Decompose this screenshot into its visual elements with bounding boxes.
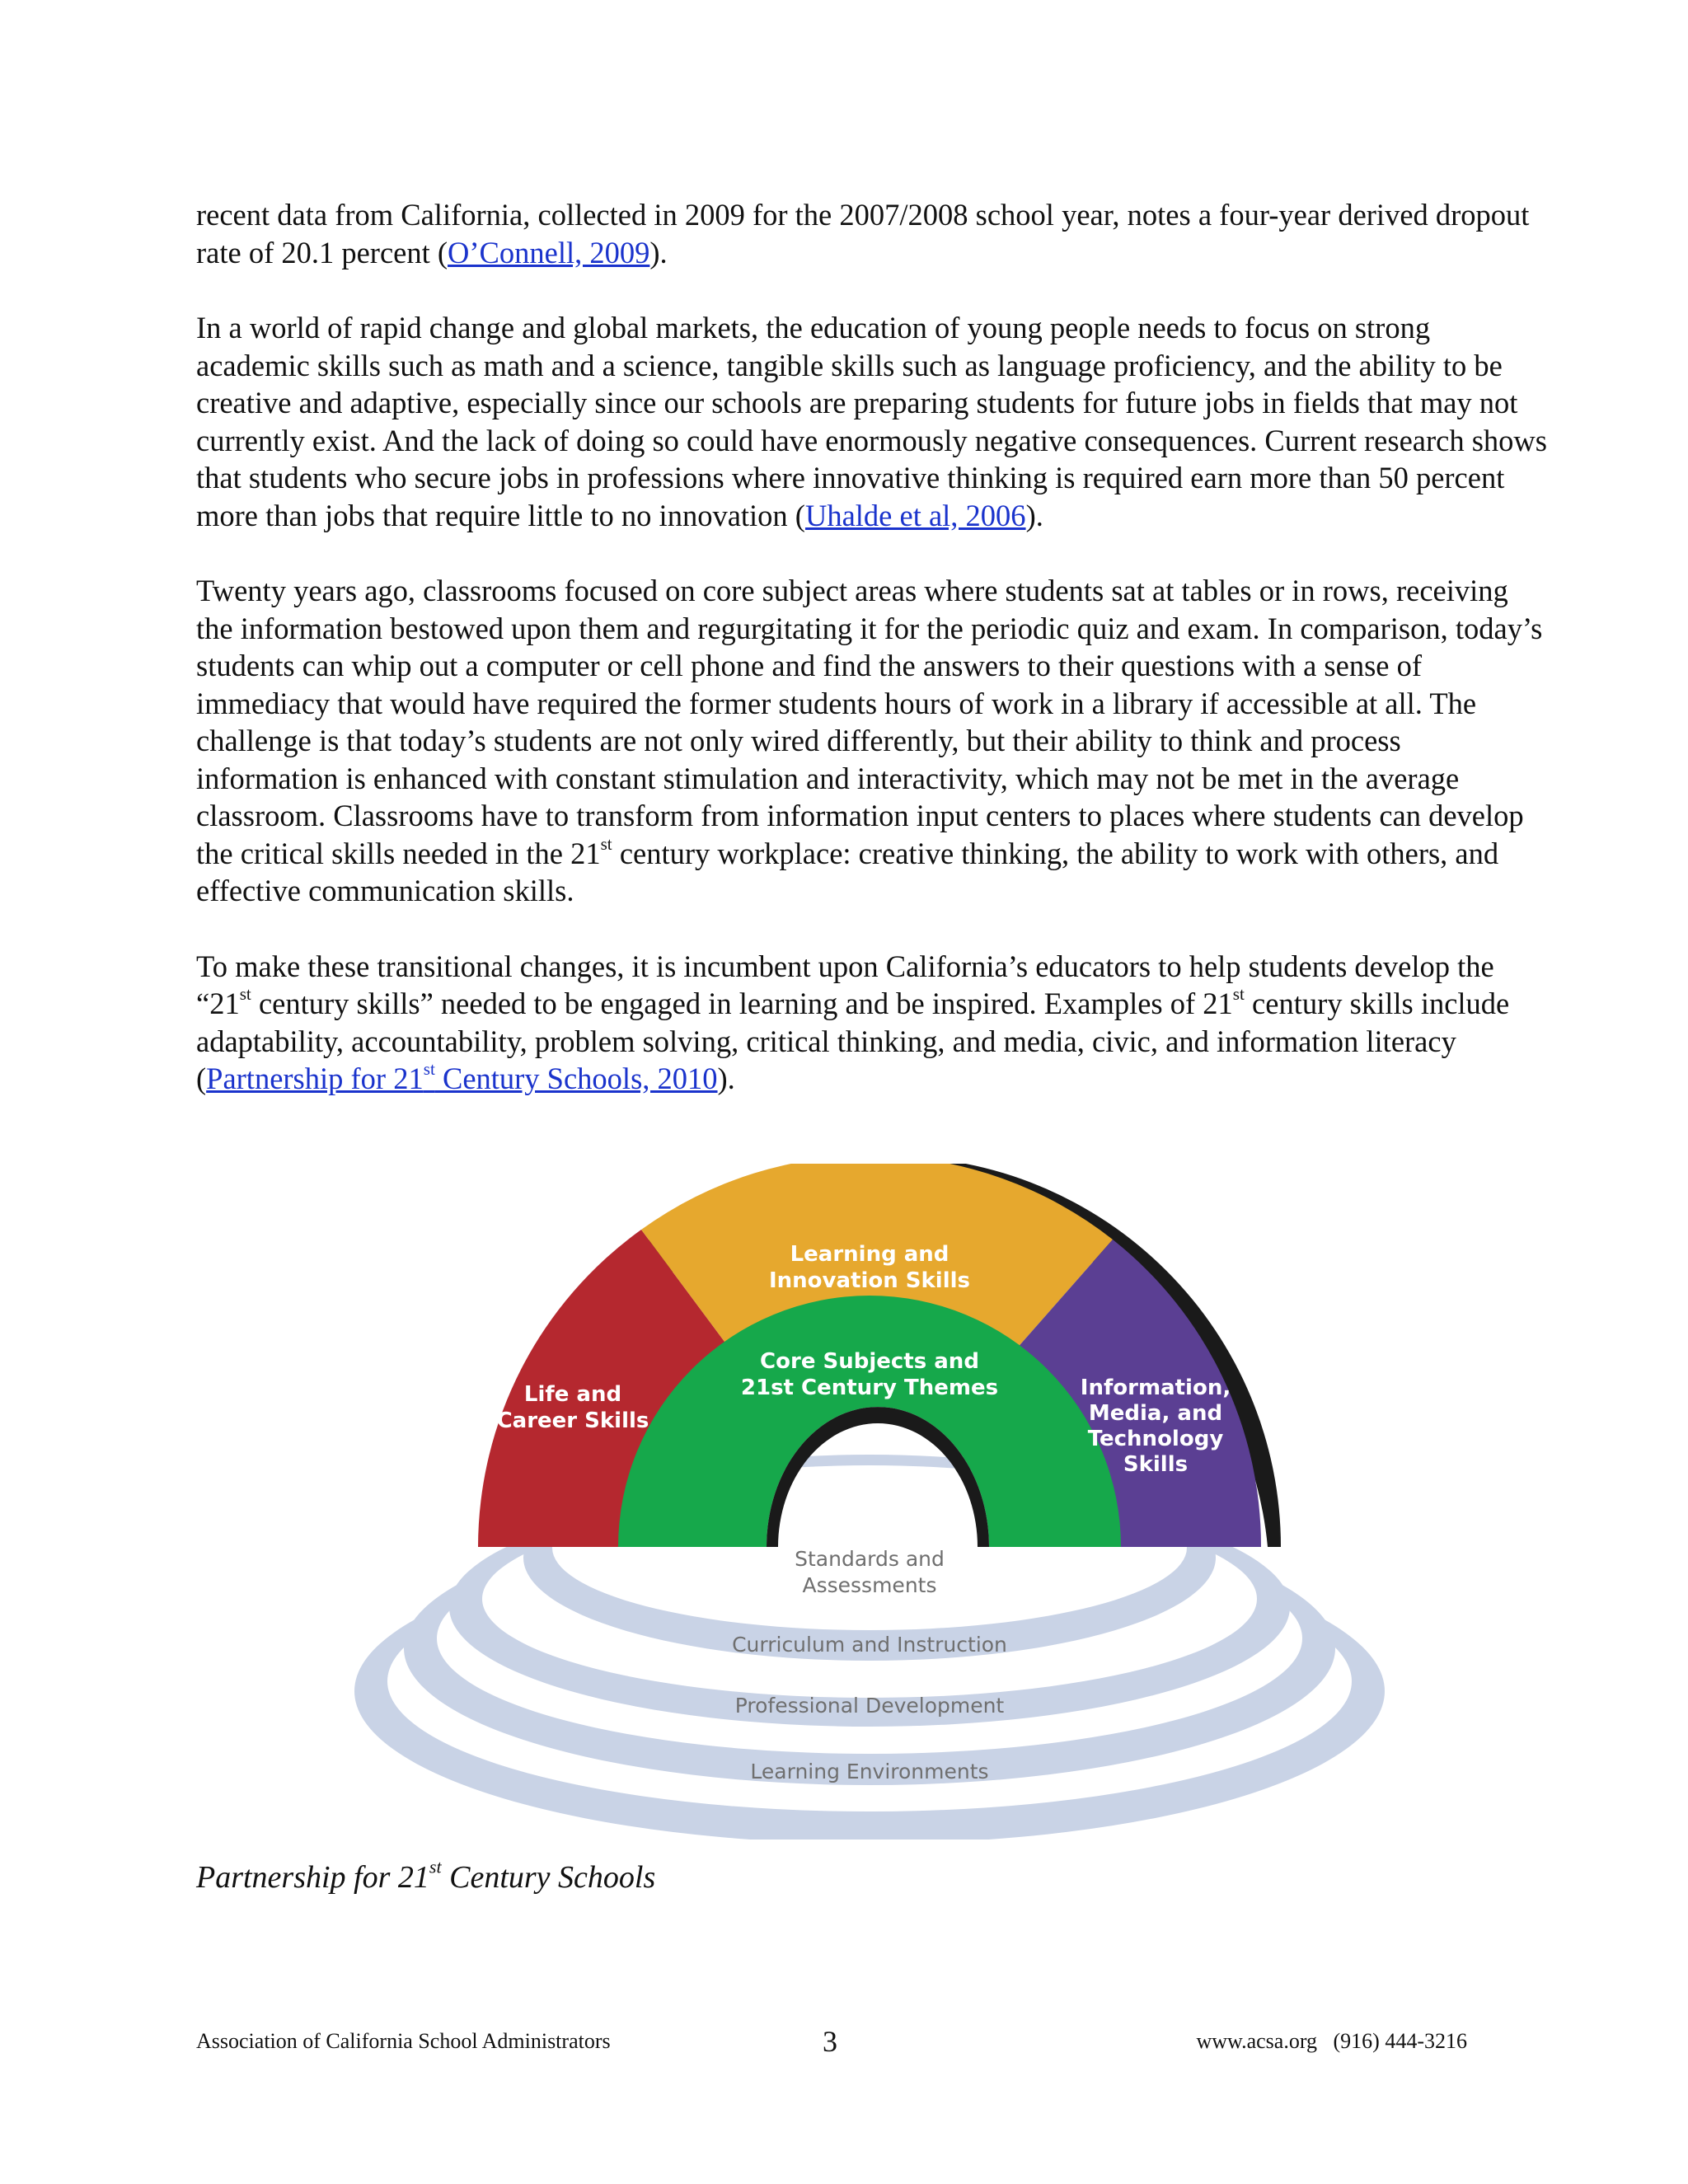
- label-line: Life and: [523, 1382, 622, 1407]
- label-line: Learning and: [790, 1242, 950, 1267]
- paragraph-3: [196, 572, 1548, 910]
- paragraph-text: To make these transitional changes, it is incumbent upon California’s educators to help students develop the “21: [196, 949, 1494, 1020]
- citation-link-oconnell[interactable]: O’Connell, 2009: [448, 235, 650, 269]
- paragraph-text: century skills include adaptability, accountability, problem solving, critical thinking, and media, civic, and information literacy (: [196, 987, 1510, 1095]
- body-text: [196, 196, 1548, 1136]
- label-curriculum-instruction: Curriculum and Instruction: [732, 1633, 1007, 1657]
- label-learning-environments: Learning Environments: [750, 1760, 989, 1783]
- footer-contact: www.acsa.org (916) 444-3216: [1196, 2029, 1467, 2053]
- label-line: Media, and: [1088, 1401, 1223, 1426]
- framework-rainbow: [330, 1164, 1409, 1840]
- paragraph-1: [196, 196, 1548, 271]
- paragraph-text: ).: [717, 1062, 735, 1095]
- link-text: Partnership for 21: [206, 1062, 424, 1095]
- paragraph-text: century workplace: creative thinking, the ability to work with others, and effective communication skills.: [196, 836, 1499, 907]
- label-line: Standards and: [795, 1547, 945, 1571]
- label-professional-development: Professional Development: [734, 1694, 1005, 1718]
- label-line: 21st Century Themes: [740, 1376, 999, 1400]
- superscript: st: [600, 833, 612, 854]
- label-line: Skills: [1123, 1452, 1189, 1477]
- paragraph-text: In a world of rapid change and global markets, the education of young people needs to focus on strong academic skills such as math and a science, tangible skills such as language proficiency, and the ability to be creative and adaptive, especially since our schools are preparing students for future jobs in fields that may not currently exist. And the lack of doing so could have enormously negative consequences. Current research shows that students who secure jobs in professions where innovative thinking is required earn more than 50 percent more than jobs that require little to no innovation (: [196, 311, 1547, 532]
- label-line: Information,: [1080, 1376, 1231, 1400]
- paragraph-text: Twenty years ago, classrooms focused on core subject areas where students sat at tables or in rows, receiving the information bestowed upon them and regurgitating it for the periodic quiz and exam. In comparison, today’s students can whip out a computer or cell phone and find the answers to their questions with a sense of immediacy that would have required the former students hours of work in a library if accessible at all. The challenge is that today’s students are not only wired differently, but their ability to think and process information is enhanced with constant stimulation and interactivity, which may not be met in the average classroom. Classrooms have to transform from information input centers to places where students can develop the critical skills needed in the 21: [196, 574, 1543, 870]
- superscript: st: [423, 1059, 435, 1080]
- figure-caption: [196, 1856, 656, 1896]
- superscript: st: [239, 984, 251, 1005]
- label-line: Innovation Skills: [768, 1268, 971, 1293]
- footer-organization: Association of California School Administrators: [196, 2029, 611, 2053]
- citation-link-uhalde[interactable]: Uhalde et al, 2006: [804, 498, 1026, 532]
- superscript: st: [429, 1856, 442, 1877]
- label-line: Career Skills: [496, 1408, 649, 1433]
- paragraph-text: recent data from California, collected in 2009 for the 2007/2008 school year, notes a four-year derived dropout rate of 20.1 percent (: [196, 198, 1530, 269]
- page-footer: [196, 2024, 1467, 2057]
- link-text: Century Schools, 2010: [434, 1062, 718, 1095]
- paragraph-text: century skills” needed to be engaged in learning and be inspired. Examples of 21: [251, 987, 1233, 1020]
- label-line: Core Subjects and: [760, 1349, 979, 1374]
- paragraph-text: ).: [1025, 498, 1043, 532]
- label-line: Technology: [1087, 1427, 1224, 1451]
- label-line: Assessments: [802, 1573, 937, 1597]
- p21-framework-diagram: [330, 1164, 1409, 1840]
- superscript: st: [1232, 984, 1245, 1005]
- paragraph-2: [196, 309, 1548, 534]
- paragraph-text: ).: [649, 235, 668, 269]
- caption-text: Century Schools: [441, 1860, 656, 1895]
- citation-link-partnership[interactable]: [206, 1059, 718, 1095]
- paragraph-4: [196, 948, 1548, 1098]
- caption-text: Partnership for 21: [196, 1860, 429, 1895]
- page-number: 3: [823, 2025, 837, 2058]
